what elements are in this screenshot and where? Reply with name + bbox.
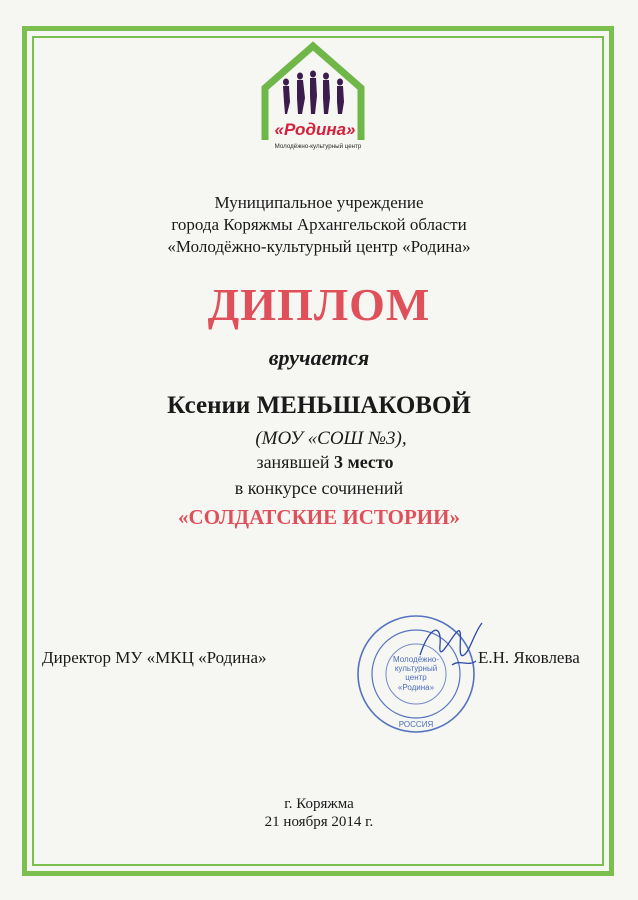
issue-city: г. Коряжма	[284, 796, 354, 812]
place-prefix: занявшей	[256, 452, 334, 472]
contest-name: «СОЛДАТСКИЕ ИСТОРИИ»	[178, 505, 460, 529]
org-line-3: «Молодёжно-культурный центр «Родина»	[167, 237, 471, 256]
signatory-role: Директор МУ «МКЦ «Родина»	[42, 648, 267, 667]
presented-to-label: вручается	[268, 345, 370, 370]
stamp-country: РОССИЯ	[398, 720, 434, 729]
place-value: 3 место	[333, 452, 394, 472]
document-title: ДИПЛОМ	[207, 279, 431, 330]
rodina-logo	[250, 40, 380, 165]
recipient-name: Ксении МЕНЬШАКОВОЙ	[167, 392, 471, 419]
logo-subtext: Молодёжно-культурный центр	[274, 143, 362, 150]
contest-prefix: в конкурсе сочинений	[234, 478, 404, 498]
organization-block	[40, 192, 598, 258]
school-name: (МОУ «СОШ №3),	[255, 428, 407, 449]
stamp-line-4: «Родина»	[397, 683, 435, 692]
place-line	[40, 452, 604, 473]
stamp-line-3: центр	[405, 673, 427, 682]
org-line-2: города Коряжмы Архангельской области	[171, 215, 467, 234]
stamp-line-2: культурный	[394, 664, 438, 673]
issue-date: 21 ноября 2014 г.	[264, 814, 374, 830]
signatory-name: Е.Н. Яковлева	[478, 648, 580, 667]
stamp-line-1: Молодёжно-	[392, 655, 440, 664]
logo-text: «Родина»	[274, 120, 356, 139]
org-line-1: Муниципальное учреждение	[214, 193, 424, 212]
